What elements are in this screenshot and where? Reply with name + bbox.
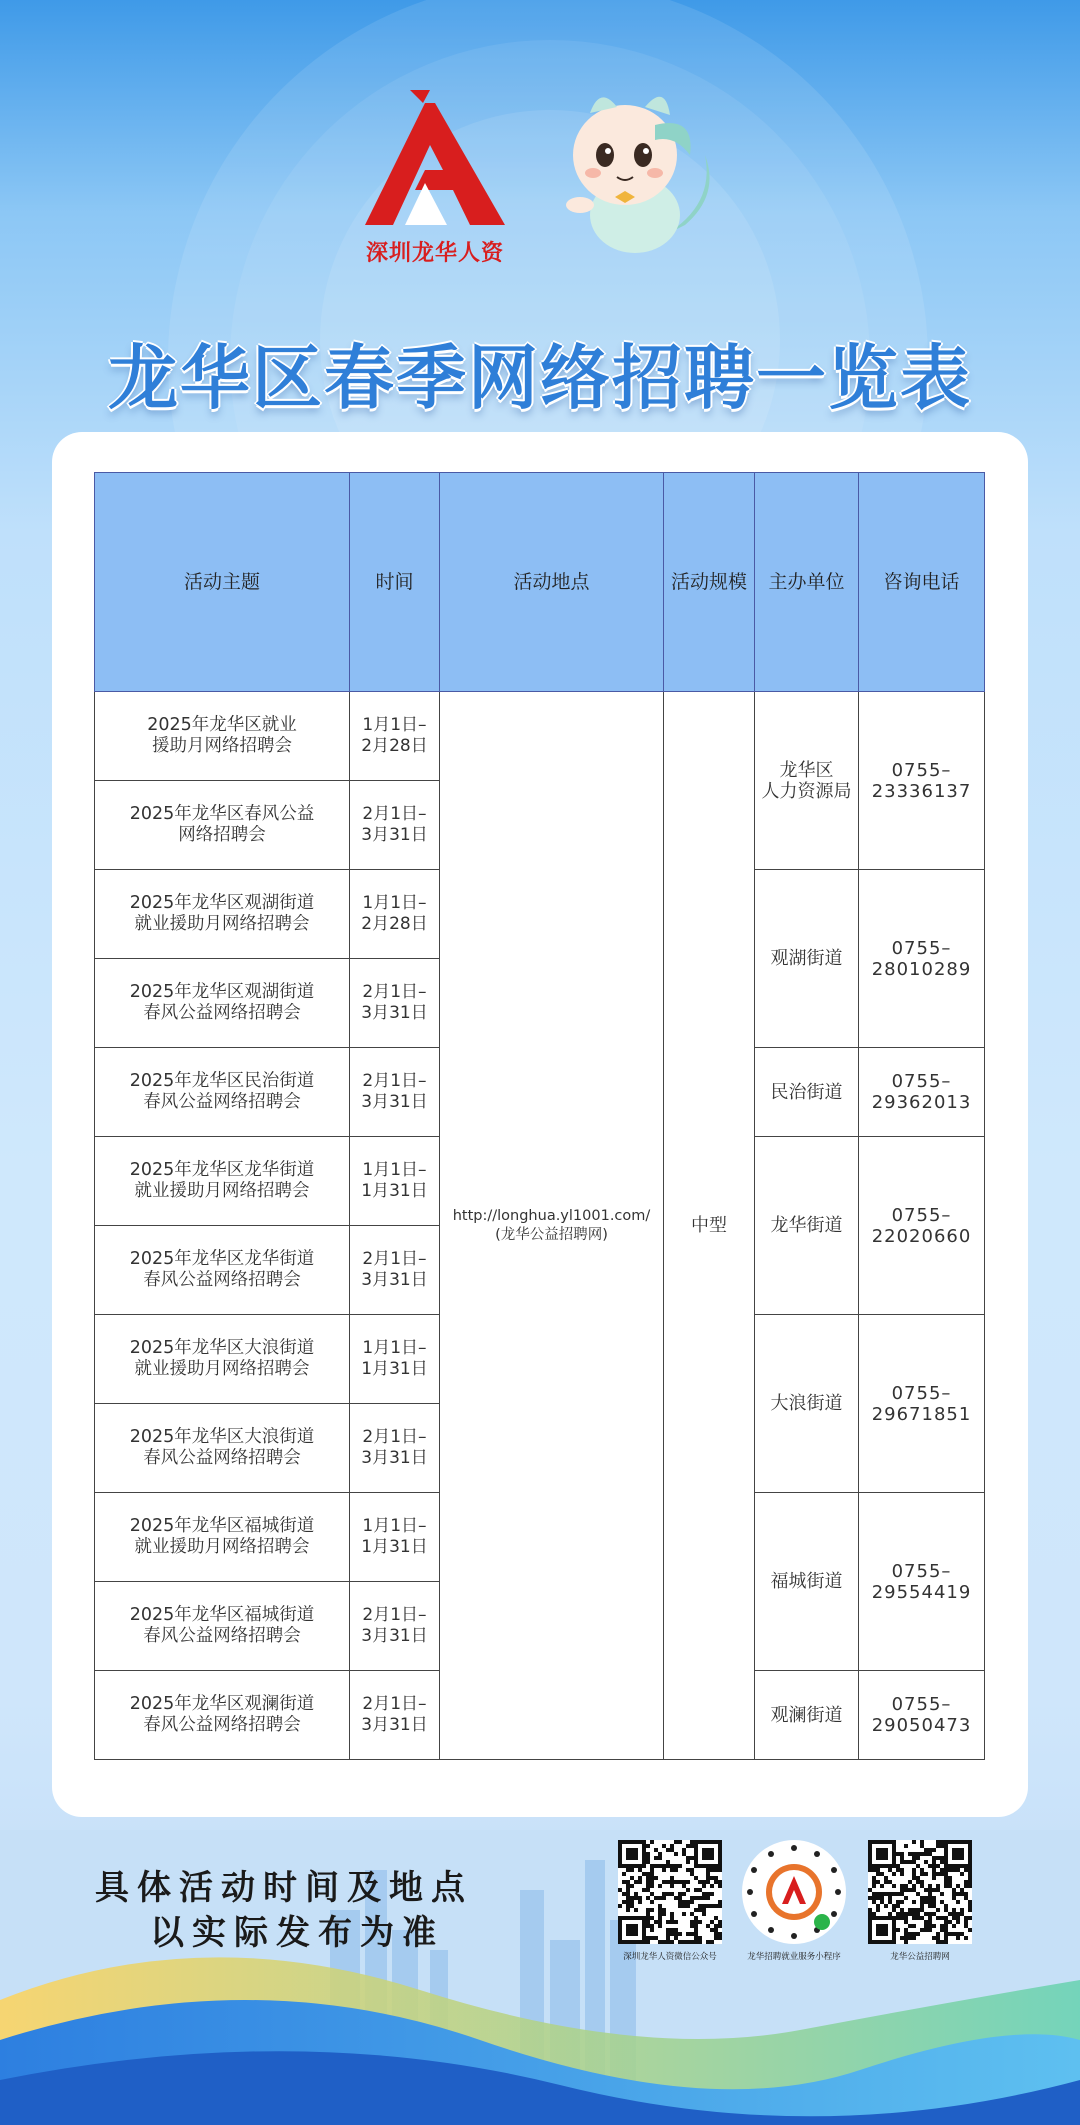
longhua-hr-logo: [355, 85, 515, 260]
location-url-link[interactable]: http://longhua.yl1001.com/: [452, 1207, 651, 1224]
cell-theme: [95, 1137, 350, 1226]
cell-organizer: [755, 1048, 859, 1137]
text-line: 民治街道: [770, 1081, 843, 1103]
text-line: 2月1日–: [362, 1071, 427, 1091]
cell-time: [350, 1582, 440, 1671]
header-location: 活动地点: [440, 473, 664, 692]
text-line: 0755–: [891, 759, 952, 781]
cell-organizer: [755, 692, 859, 870]
text-line: 3月31日: [361, 1715, 428, 1735]
cell-theme: [95, 1671, 350, 1760]
text-line: 2025年龙华区龙华街道: [129, 1160, 315, 1180]
text-line: 28010289: [871, 958, 972, 980]
cell-organizer: [755, 1137, 859, 1315]
text-line: 就业援助月网络招聘会: [134, 914, 310, 934]
text-line: 网络招聘会: [178, 825, 266, 845]
cell-theme: [95, 781, 350, 870]
qr-code-mini-program[interactable]: [742, 1840, 846, 1944]
text-line: 就业援助月网络招聘会: [134, 1359, 310, 1379]
page-title: 龙华区春季网络招聘一览表: [108, 337, 972, 419]
cell-theme: [95, 1315, 350, 1404]
cell-theme: [95, 959, 350, 1048]
text-line: 1月31日: [361, 1181, 428, 1201]
cell-phone[interactable]: [859, 1671, 985, 1760]
text-line: 2025年龙华区观湖街道: [129, 982, 315, 1002]
header-phone: 咨询电话: [859, 473, 985, 692]
header-scale: 活动规模: [664, 473, 755, 692]
text-line: 就业援助月网络招聘会: [134, 1181, 310, 1201]
text-line: 2025年龙华区民治街道: [129, 1071, 315, 1091]
text-line: 观澜街道: [770, 1704, 843, 1726]
text-line: 0755–: [891, 1204, 952, 1226]
cell-organizer: [755, 1493, 859, 1671]
text-line: 1月1日–: [362, 1338, 427, 1358]
text-line: 2025年龙华区观澜街道: [129, 1694, 315, 1714]
text-line: 23336137: [871, 780, 972, 802]
cell-time: [350, 692, 440, 781]
cell-phone[interactable]: [859, 870, 985, 1048]
qr-code-wechat-account[interactable]: [618, 1840, 722, 1944]
text-line: 春风公益网络招聘会: [143, 1626, 301, 1646]
cell-theme: [95, 1493, 350, 1582]
text-line: 3月31日: [361, 825, 428, 845]
text-line: 春风公益网络招聘会: [143, 1448, 301, 1468]
text-line: 2月1日–: [362, 1605, 427, 1625]
text-line: 2025年龙华区龙华街道: [129, 1249, 315, 1269]
text-line: 0755–: [891, 1560, 952, 1582]
text-line: 3月31日: [361, 1270, 428, 1290]
text-line: 0755–: [891, 1694, 952, 1715]
text-line: 3月31日: [361, 1003, 428, 1023]
text-line: 29671851: [871, 1403, 972, 1425]
text-line: 1月1日–: [362, 893, 427, 913]
text-line: 就业援助月网络招聘会: [134, 1537, 310, 1557]
text-line: 2025年龙华区就业: [147, 715, 297, 735]
text-line: 2月1日–: [362, 1694, 427, 1714]
dragon-mascot-image: [555, 85, 725, 260]
text-line: 29362013: [871, 1092, 972, 1113]
text-line: 2月1日–: [362, 1427, 427, 1447]
text-line: 3月31日: [361, 1092, 428, 1112]
recruitment-table: [94, 472, 985, 1760]
cell-theme: [95, 1226, 350, 1315]
text-line: 0755–: [891, 1071, 952, 1092]
cell-time: [350, 1048, 440, 1137]
table-row: [95, 692, 985, 781]
cell-time: [350, 1493, 440, 1582]
text-line: 1月31日: [361, 1359, 428, 1379]
cell-theme: [95, 692, 350, 781]
cell-theme: [95, 1048, 350, 1137]
table-header-row: [95, 473, 985, 692]
qr-caption-site: 龙华公益招聘网: [890, 1952, 950, 1962]
text-line: 春风公益网络招聘会: [143, 1092, 301, 1112]
text-line: 2025年龙华区观湖街道: [129, 893, 315, 913]
text-line: 3月31日: [361, 1626, 428, 1646]
text-line: 1月1日–: [362, 1160, 427, 1180]
text-line: 福城街道: [770, 1571, 843, 1592]
qr-code-recruit-site[interactable]: [868, 1840, 972, 1944]
slogan-line-2: 以实际发布为准: [150, 1913, 444, 1953]
text-line: 人力资源局: [761, 780, 852, 802]
text-line: 观湖街道: [770, 948, 843, 969]
text-line: 2025年龙华区福城街道: [129, 1605, 315, 1625]
qr-caption-wechat: 深圳龙华人资微信公众号: [623, 1952, 717, 1962]
text-line: 0755–: [891, 937, 952, 959]
text-line: 3月31日: [361, 1448, 428, 1468]
cell-time: [350, 781, 440, 870]
slogan-line-1: 具体活动时间及地点: [95, 1868, 473, 1908]
text-line: 2月1日–: [362, 804, 427, 824]
cell-phone[interactable]: [859, 1048, 985, 1137]
cell-time: [350, 1404, 440, 1493]
location-name: (龙华公益招聘网): [495, 1226, 608, 1243]
text-line: 大浪街道: [770, 1393, 843, 1414]
text-line: 春风公益网络招聘会: [143, 1270, 301, 1290]
text-line: 29554419: [871, 1581, 972, 1603]
text-line: 2025年龙华区春风公益: [129, 804, 315, 824]
cell-location[interactable]: [440, 692, 664, 1760]
text-line: 1月1日–: [362, 1516, 427, 1536]
text-line: 2月28日: [361, 914, 428, 934]
text-line: 2025年龙华区大浪街道: [129, 1427, 315, 1447]
cell-phone[interactable]: [859, 1315, 985, 1493]
header-theme: 活动主题: [95, 473, 350, 692]
text-line: 龙华区: [779, 759, 834, 781]
header-time: 时间: [350, 473, 440, 692]
text-line: 春风公益网络招聘会: [143, 1003, 301, 1023]
cell-theme: [95, 1582, 350, 1671]
cell-organizer: [755, 1315, 859, 1493]
logo-text: 深圳龙华人资: [365, 241, 504, 266]
cell-time: [350, 1671, 440, 1760]
text-line: 1月31日: [361, 1537, 428, 1557]
text-line: 2月1日–: [362, 1249, 427, 1269]
cell-theme: [95, 1404, 350, 1493]
text-line: 2025年龙华区大浪街道: [129, 1338, 315, 1358]
text-line: 春风公益网络招聘会: [143, 1715, 301, 1735]
cell-time: [350, 1315, 440, 1404]
cell-phone[interactable]: [859, 1493, 985, 1671]
text-line: 2月1日–: [362, 982, 427, 1002]
cell-time: [350, 959, 440, 1048]
text-line: 援助月网络招聘会: [152, 736, 292, 756]
cell-time: [350, 1226, 440, 1315]
text-line: 龙华街道: [770, 1215, 843, 1236]
cell-theme: [95, 870, 350, 959]
cell-organizer: [755, 1671, 859, 1760]
cell-phone[interactable]: [859, 1137, 985, 1315]
cell-scale: 中型: [664, 692, 755, 1760]
text-line: 2025年龙华区福城街道: [129, 1516, 315, 1536]
cell-phone[interactable]: [859, 692, 985, 870]
cell-organizer: [755, 870, 859, 1048]
text-line: 1月1日–: [362, 715, 427, 735]
qr-caption-mini-program: 龙华招聘就业服务小程序: [747, 1952, 841, 1962]
text-line: 29050473: [871, 1715, 972, 1736]
text-line: 0755–: [891, 1382, 952, 1404]
cell-time: [350, 870, 440, 959]
header-organizer: 主办单位: [755, 473, 859, 692]
cell-time: [350, 1137, 440, 1226]
text-line: 22020660: [871, 1225, 972, 1247]
text-line: 2月28日: [361, 736, 428, 756]
